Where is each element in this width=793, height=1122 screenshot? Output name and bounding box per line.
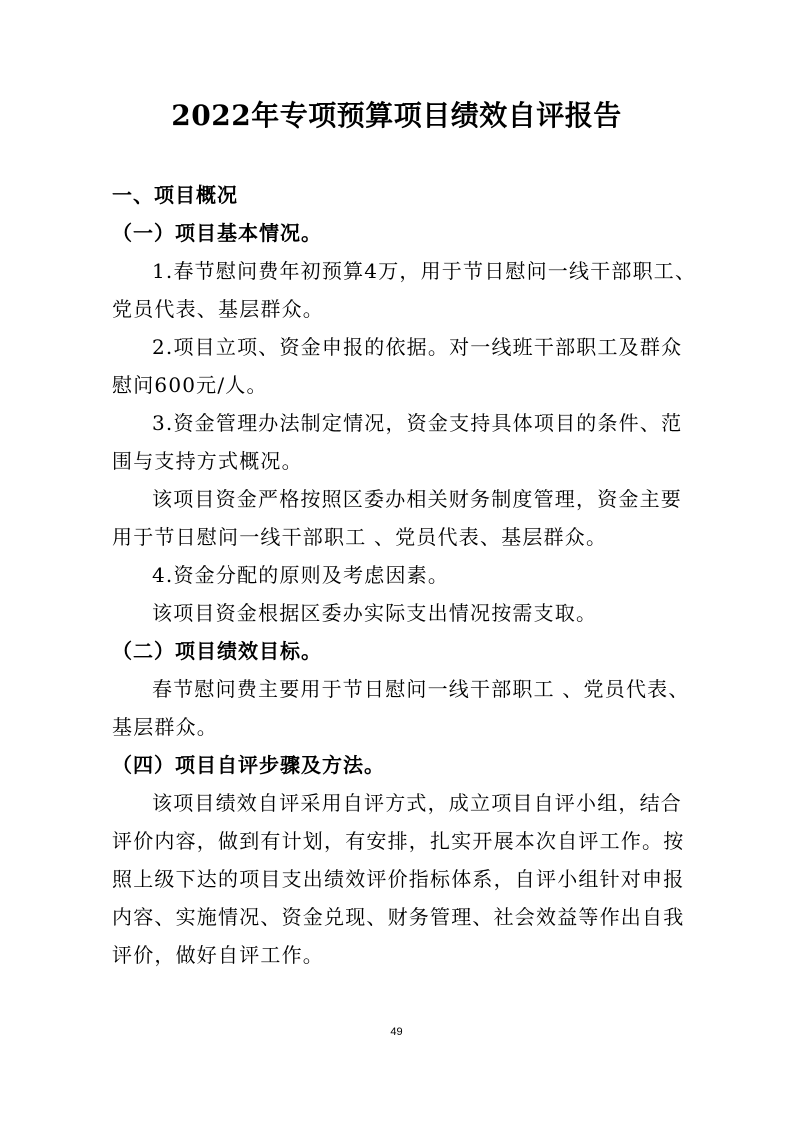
paragraph-line: 内容、实施情况、资金兑现、财务管理、社会效益等作出自我 — [112, 905, 685, 929]
subsection-heading-evaluation-method: （四）项目自评步骤及方法。 — [112, 753, 385, 777]
paragraph-line: 2.项目立项、资金申报的依据。对一线班干部职工及群众 — [152, 335, 683, 359]
paragraph-line: 围与支持方式概况。 — [112, 449, 303, 473]
paragraph-line: 用于节日慰问一线干部职工 、党员代表、基层群众。 — [112, 525, 608, 549]
paragraph-line: 1.春节慰问费年初预算4万，用于节日慰问一线干部职工、 — [152, 259, 697, 283]
section-heading-overview: 一、项目概况 — [112, 183, 238, 207]
subsection-heading-performance-goal: （二）项目绩效目标。 — [112, 639, 322, 663]
paragraph-line: 该项目资金根据区委办实际支出情况按需支取。 — [152, 601, 598, 625]
paragraph-line: 评价内容，做到有计划，有安排，扎实开展本次自评工作。按 — [112, 829, 685, 853]
paragraph-line: 照上级下达的项目支出绩效评价指标体系，自评小组针对申报 — [112, 867, 685, 891]
paragraph-line: 3.资金管理办法制定情况，资金支持具体项目的条件、范 — [152, 411, 683, 435]
paragraph-line: 该项目绩效自评采用自评方式，成立项目自评小组，结合 — [152, 791, 682, 815]
report-body — [112, 176, 697, 974]
paragraph-line: 春节慰问费主要用于节日慰问一线干部职工 、党员代表、 — [152, 677, 690, 701]
page-number: 49 — [390, 1026, 403, 1038]
paragraph-line: 4.资金分配的原则及考虑因素。 — [152, 563, 450, 587]
subsection-heading-basic-info: （一）项目基本情况。 — [112, 221, 322, 245]
paragraph-line: 该项目资金严格按照区委办相关财务制度管理，资金主要 — [152, 487, 682, 511]
report-title: 2022年专项预算项目绩效自评报告 — [171, 99, 622, 132]
paragraph-line: 基层群众。 — [112, 715, 218, 739]
paragraph-line: 慰问600元/人。 — [112, 373, 268, 397]
paragraph-line: 评价，做好自评工作。 — [112, 943, 324, 967]
paragraph-line: 党员代表、基层群众。 — [112, 297, 324, 321]
